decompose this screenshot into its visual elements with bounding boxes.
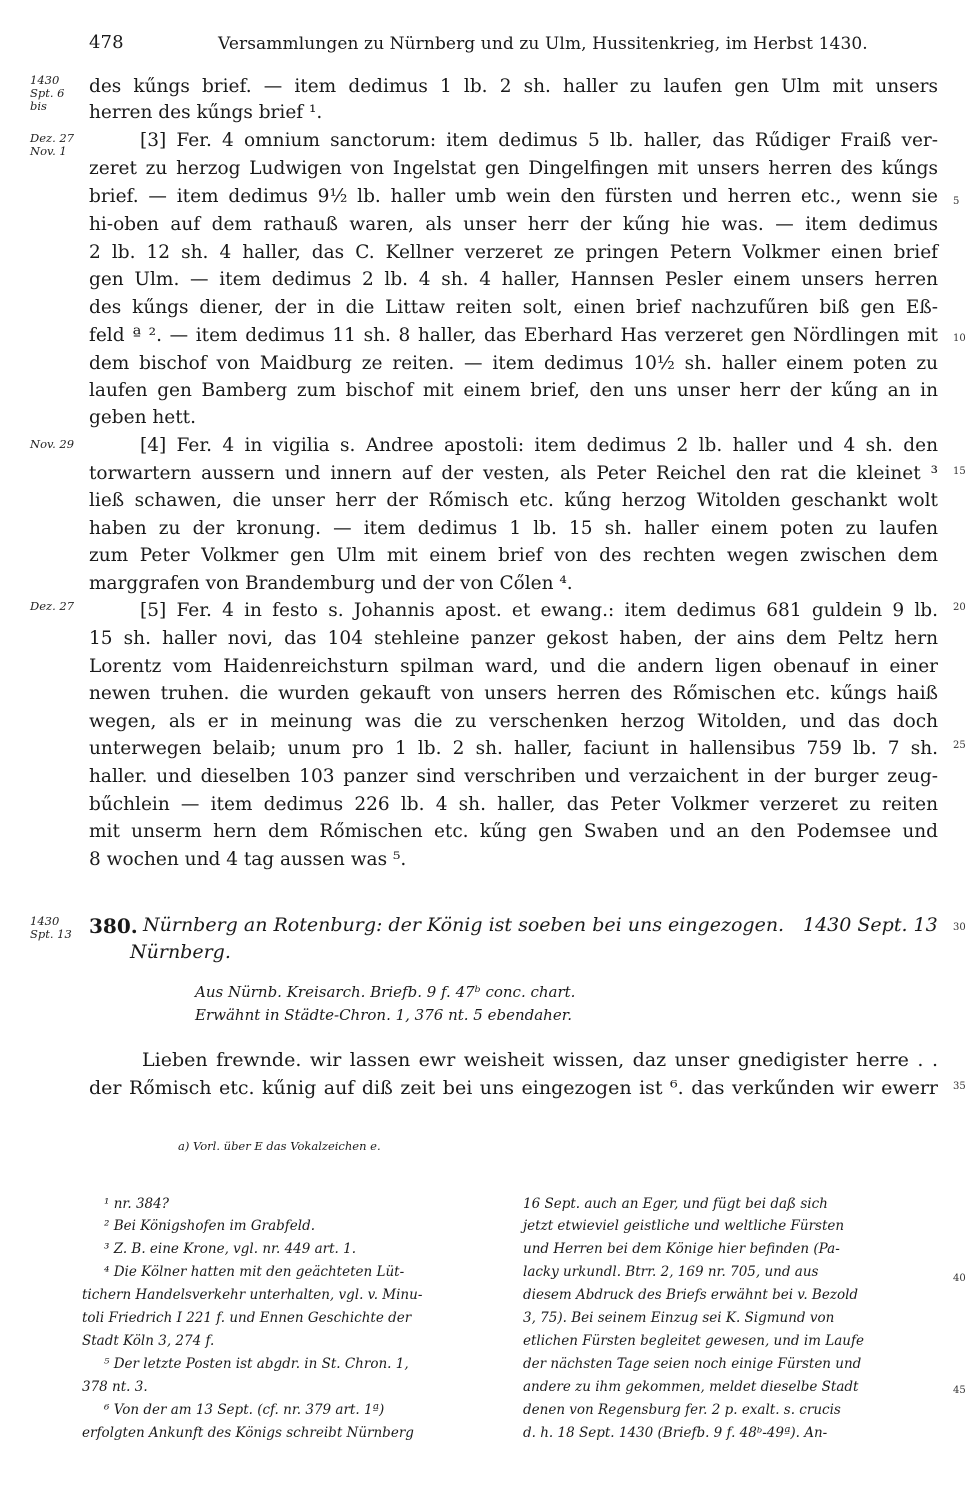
body-line: [4] Fer. 4 in vigilia s. Andree apostoli: item dedimus 2 lb. haller und 4 sh. den <box>140 435 938 456</box>
line-number-30: 30 <box>953 922 966 933</box>
margin-date-line: Spt. 13 <box>30 927 72 941</box>
footnote-line: d. h. 18 Sept. 1430 (Briefb. 9 f. 48ᵇ-49ª). An- <box>523 1425 828 1441</box>
letter-line: der Rőmisch etc. kűnig auf diß zeit bei uns eingezogen ist ⁶. das verkűnden wir ewerr <box>89 1077 938 1099</box>
body-line: unterwegen belaib; unum pro 1 lb. 2 sh. haller, faciunt in hallensibus 759 lb. 7 sh. <box>89 738 938 759</box>
document-place: Nürnberg. <box>130 941 231 963</box>
margin-date-line: Nov. 29 <box>30 437 75 451</box>
footnote-line: und Herren bei dem Könige hier befinden (Pa- <box>523 1241 840 1257</box>
footnote-line: ² Bei Königshofen im Grabfeld. <box>104 1218 316 1234</box>
body-line: geben hett. <box>89 407 196 428</box>
line-number-35: 35 <box>953 1081 966 1092</box>
line-number-5: 5 <box>953 196 960 207</box>
margin-date-line: Dez. 27 <box>30 131 75 145</box>
footnote-line: ¹ nr. 384? <box>104 1196 169 1212</box>
body-line: feld ª ². — item dedimus 11 sh. 8 haller, das Eberhard Has verzeret gen Nördlingen mit <box>89 325 938 346</box>
line-number-15: 15 <box>953 466 966 477</box>
body-line: herren des kűngs brief ¹. <box>89 102 323 123</box>
body-line: hi-oben auf dem rathauß waren, als unser herr der kűng hie was. — item dedimus <box>89 214 938 235</box>
footnote-line: ⁴ Die Kölner hatten mit den geächteten Lüt- <box>104 1264 405 1280</box>
footnote-line: erfolgten Ankunft des Königs schreibt Nürnberg <box>82 1425 414 1441</box>
footnote-line: lacky urkundl. Btrr. 2, 169 nr. 705, und aus <box>523 1264 819 1280</box>
line-number-10: 10 <box>953 333 966 344</box>
footnote-line: diesem Abdruck des Briefs erwähnt bei v. Bezold <box>523 1287 859 1303</box>
margin-date-5 <box>30 915 72 941</box>
margin-date-2 <box>30 132 74 158</box>
body-line: [5] Fer. 4 in festo s. Johannis apost. et ewang.: item dedimus 681 guldein 9 lb. <box>140 600 938 621</box>
body-line: bűchlein — item dedimus 226 lb. 4 sh. haller, das Peter Volkmer verzeret zu reiten <box>89 794 938 815</box>
source-line: Erwähnt in Städte-Chron. 1, 376 nt. 5 ebendaher. <box>195 1006 573 1024</box>
margin-date-4 <box>30 600 74 613</box>
margin-date-1 <box>30 74 65 113</box>
body-line: ließ schawen, die unser herr der Rőmisch etc. kűng herzog Witolden geschankt wolt <box>89 490 938 511</box>
body-line: newen truhen. die wurden gekauft von unsers herren des Rőmischen etc. kűngs haiß <box>89 683 938 704</box>
margin-date-line: Dez. 27 <box>30 599 75 613</box>
footnote-line: ³ Z. B. eine Krone, vgl. nr. 449 art. 1. <box>104 1241 357 1257</box>
footnote-line: 378 nt. 3. <box>82 1379 148 1395</box>
footnote-line: denen von Regensburg fer. 2 p. exalt. s. crucis <box>523 1402 841 1418</box>
body-line: mit unserm hern dem Rőmischen etc. kűng gen Swaben und an den Podemsee und <box>89 821 938 842</box>
body-line: gen Ulm. — item dedimus 2 lb. 4 sh. 4 haller, Hannsen Pesler einem unsers herren <box>89 269 938 290</box>
footnote-line: ⁵ Der letzte Posten ist abgdr. in St. Chron. 1, <box>104 1356 409 1372</box>
margin-date-line: Nov. 1 <box>30 144 67 158</box>
body-line: zum Peter Volkmer gen Ulm mit einem brief von des rechten wegen zwischen dem <box>89 545 938 566</box>
body-line: 8 wochen und 4 tag aussen was ⁵. <box>89 849 407 870</box>
body-line: haller. und dieselben 103 panzer sind verschriben und verzaichent in der burger zeug- <box>89 766 938 787</box>
line-number-45: 45 <box>953 1385 966 1396</box>
document-number: 380. <box>89 914 138 938</box>
margin-date-line: 1430 <box>30 73 60 87</box>
body-line: dem bischof von Maidburg ze reiten. — item dedimus 10½ sh. haller einem poten zu <box>89 353 938 374</box>
body-line: des kűngs diener, der in die Littaw reiten solt, einen brief nachzufűren biß gen Eß- <box>89 297 938 318</box>
letter-line: Lieben frewnde. wir lassen ewr weisheit wissen, daz unser gnedigister herre . . <box>142 1049 938 1071</box>
line-number-20: 20 <box>953 602 966 613</box>
line-number-40: 40 <box>953 1273 966 1284</box>
footnote-line: etlichen Fürsten begleitet gewesen, und im Laufe <box>523 1333 864 1349</box>
footnote-line: tichern Handelsverkehr unterhalten, vgl. v. Minu- <box>82 1287 423 1303</box>
body-line: marggrafen von Brandemburg und der von Cőlen ⁴. <box>89 573 573 594</box>
body-line: 15 sh. haller novi, das 104 stehleine panzer gekost haben, der ains dem Peltz hern <box>89 628 938 649</box>
body-line: zeret zu herzog Ludwigen von Ingelstat gen Dingelfingen mit unsers herren des kűngs <box>89 158 938 179</box>
body-line: des kűngs brief. — item dedimus 1 lb. 2 sh. haller zu laufen gen Ulm mit unsers <box>89 76 938 97</box>
margin-date-3 <box>30 438 74 451</box>
body-line: haben zu der kronung. — item dedimus 1 lb. 15 sh. haller einem poten zu laufen <box>89 518 938 539</box>
footnote-line: Stadt Köln 3, 274 f. <box>82 1333 215 1349</box>
footnote-line: 16 Sept. auch an Eger, und fügt bei daß sich <box>523 1196 828 1212</box>
body-line: wegen, als er in meinung was die zu verschenken herzog Witolden, und das doch <box>89 711 938 732</box>
line-number-25: 25 <box>953 740 966 751</box>
variant-note: a) Vorl. über E das Vokalzeichen e. <box>178 1139 381 1153</box>
body-line: [3] Fer. 4 omnium sanctorum: item dedimus 5 lb. haller, das Rűdiger Fraiß ver- <box>140 130 938 151</box>
body-line: brief. — item dedimus 9½ lb. haller umb wein den fürsten und herren etc., wenn sie <box>89 186 938 207</box>
margin-date-line: bis <box>30 99 47 113</box>
footnote-line: 3, 75). Bei seinem Einzug sei K. Sigmund von <box>523 1310 835 1326</box>
document-date: 1430 Sept. 13 <box>803 914 938 936</box>
footnote-line: jetzt etwieviel geistliche und weltliche Fürsten <box>523 1218 845 1234</box>
body-line: Lorentz vom Haidenreichsturn spilman ward, und die andern ligen obenauf in einer <box>89 656 938 677</box>
body-line: torwartern aussern und innern auf der vesten, als Peter Reichel den rat die kleinet ³ <box>89 463 938 484</box>
running-title: Versammlungen zu Nürnberg und zu Ulm, Hussitenkrieg, im Herbst 1430. <box>218 34 868 54</box>
source-line: Aus Nürnb. Kreisarch. Briefb. 9 f. 47ᵇ conc. chart. <box>195 983 576 1001</box>
body-line: laufen gen Bamberg zum bischof mit einem brief, den uns unser herr der kűng an in <box>89 380 938 401</box>
document-title: Nürnberg an Rotenburg: der König ist soeben bei uns eingezogen. <box>143 914 785 936</box>
body-line: 2 lb. 12 sh. 4 haller, das C. Kellner verzeret ze pringen Petern Volkmer einen brief <box>89 242 938 263</box>
footnote-line: toli Friedrich I 221 f. und Ennen Geschichte der <box>82 1310 412 1326</box>
footnote-line: andere zu ihm gekommen, meldet dieselbe Stadt <box>523 1379 859 1395</box>
footnote-line: ⁶ Von der am 13 Sept. (cf. nr. 379 art. 1ª) <box>104 1402 385 1418</box>
margin-date-line: 1430 <box>30 914 60 928</box>
page-number: 478 <box>89 32 124 53</box>
margin-date-line: Spt. 6 <box>30 86 65 100</box>
footnote-line: der nächsten Tage seien noch einige Fürsten und <box>523 1356 862 1372</box>
